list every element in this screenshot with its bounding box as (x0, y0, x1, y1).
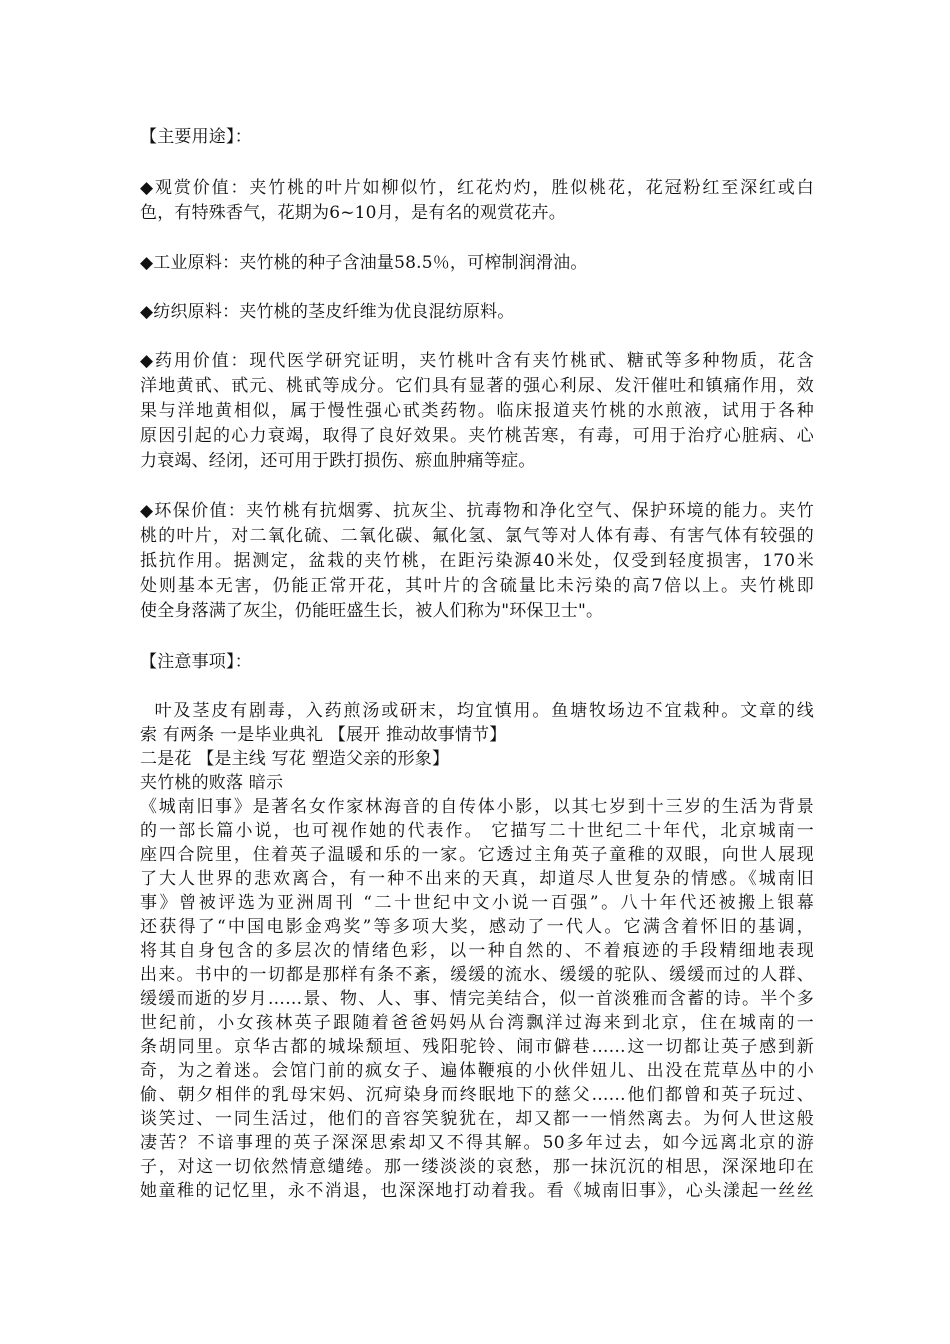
paragraph-notes-line: 缓缓而逝的岁月……景、物、人、事、情完美结合，似一首淡雅而含蓄的诗。半个多 (140, 989, 814, 1009)
paragraph-notes-line: 叶及茎皮有剧毒，入药煎汤或研末，均宜慎用。鱼塘牧场边不宜栽种。文章的线 (140, 701, 814, 721)
paragraph-medicinal-line: 果与洋地黄相似，属于慢性强心甙类药物。临床报道夹竹桃的水煎液，试用于各种 (140, 401, 814, 421)
paragraph-notes-line: 事》曾被评选为亚洲周刊 “二十世纪中文小说一百强”。八十年代还被搬上银幕 (140, 893, 814, 913)
paragraph-notes-line: 了大人世界的悲欢离合，有一种不出来的天真，却道尽人世复杂的情感。《城南旧 (140, 869, 814, 889)
section-heading-notes: 【注意事项】： (140, 652, 252, 672)
paragraph-notes-line: 她童稚的记忆里，永不消退，也深深地打动着我。看《城南旧事》，心头漾起一丝丝 (140, 1181, 814, 1201)
paragraph-notes-line: 偷、朝夕相伴的乳母宋妈、沉疴染身而终眠地下的慈父……他们都曾和英子玩过、 (140, 1085, 814, 1105)
paragraph-notes-line: 的一部长篇小说，也可视作她的代表作。 它描写二十世纪二十年代，北京城南一 (140, 821, 814, 841)
paragraph-notes-line: 索 有两条 一是毕业典礼 【展开 推动故事情节】 (140, 725, 507, 745)
paragraph-notes-line: 《城南旧事》是著名女作家林海音的自传体小影，以其七岁到十三岁的生活为背景 (140, 797, 814, 817)
paragraph-medicinal-line: 原因引起的心力衰竭，取得了良好效果。夹竹桃苦寒，有毒，可用于治疗心脏病、心 (140, 426, 814, 446)
paragraph-notes-line: 凄苦？不谙事理的英子深深思索却又不得其解。50多年过去，如今远离北京的游 (140, 1133, 814, 1153)
paragraph-notes-line: 条胡同里。京华古都的城垛颓垣、残阳驼铃、闹市僻巷……这一切都让英子感到新 (140, 1037, 814, 1057)
paragraph-ornamental-line: ◆观赏价值：夹竹桃的叶片如柳似竹，红花灼灼，胜似桃花，花冠粉红至深红或白 (140, 178, 814, 198)
paragraph-environmental-line: 抵抗作用。据测定，盆栽的夹竹桃，在距污染源40米处，仅受到轻度损害，170米 (140, 551, 814, 571)
section-heading-uses: 【主要用途】： (140, 127, 252, 147)
paragraph-industrial-line: ◆工业原料：夹竹桃的种子含油量58.5％，可榨制润滑油。 (140, 253, 588, 273)
paragraph-medicinal-line: ◆药用价值：现代医学研究证明，夹竹桃叶含有夹竹桃甙、糖甙等多种物质，花含 (140, 351, 814, 371)
paragraph-notes-line: 二是花 【是主线 写花 塑造父亲的形象】 (140, 749, 450, 769)
paragraph-medicinal-line: 洋地黄甙、甙元、桃甙等成分。它们具有显著的强心利尿、发汗催吐和镇痛作用，效 (140, 376, 814, 396)
paragraph-ornamental-line: 色，有特殊香气，花期为6~10月，是有名的观赏花卉。 (140, 203, 566, 223)
paragraph-notes-line: 子，对这一切依然情意缱绻。那一缕淡淡的哀愁，那一抹沉沉的相思，深深地印在 (140, 1157, 814, 1177)
paragraph-medicinal-line: 力衰竭、经闭，还可用于跌打损伤、瘀血肿痛等症。 (140, 451, 536, 471)
paragraph-environmental-line: 处则基本无害，仍能正常开花，其叶片的含硫量比未污染的高7倍以上。夹竹桃即 (140, 576, 814, 596)
paragraph-environmental-line: 桃的叶片，对二氧化硫、二氧化碳、氟化氢、氯气等对人体有毒、有害气体有较强的 (140, 526, 814, 546)
paragraph-notes-line: 出来。书中的一切都是那样有条不紊，缓缓的流水、缓缓的驼队、缓缓而过的人群、 (140, 965, 814, 985)
paragraph-environmental-line: ◆环保价值：夹竹桃有抗烟雾、抗灰尘、抗毒物和净化空气、保护环境的能力。夹竹 (140, 501, 814, 521)
paragraph-notes-line: 夹竹桃的败落 暗示 (140, 773, 284, 793)
paragraph-notes-line: 谈笑过、一同生活过，他们的音容笑貌犹在，却又都一一悄然离去。为何人世这般 (140, 1109, 814, 1129)
paragraph-notes-line: 座四合院里，住着英子温暖和乐的一家。它透过主角英子童稚的双眼，向世人展现 (140, 845, 814, 865)
paragraph-notes-line: 还获得了“中国电影金鸡奖”等多项大奖，感动了一代人。它满含着怀旧的基调， (140, 917, 814, 937)
paragraph-environmental-line: 使全身落满了灰尘，仍能旺盛生长，被人们称为"环保卫士"。 (140, 601, 604, 621)
paragraph-textile-line: ◆纺织原料：夹竹桃的茎皮纤维为优良混纺原料。 (140, 302, 515, 322)
paragraph-notes-line: 将其自身包含的多层次的情绪色彩，以一种自然的、不着痕迹的手段精细地表现 (140, 941, 814, 961)
paragraph-notes-line: 世纪前，小女孩林英子跟随着爸爸妈妈从台湾飘洋过海来到北京，住在城南的一 (140, 1013, 814, 1033)
paragraph-notes-line: 奇，为之着迷。会馆门前的疯女子、遍体鞭痕的小伙伴妞儿、出没在荒草丛中的小 (140, 1061, 814, 1081)
